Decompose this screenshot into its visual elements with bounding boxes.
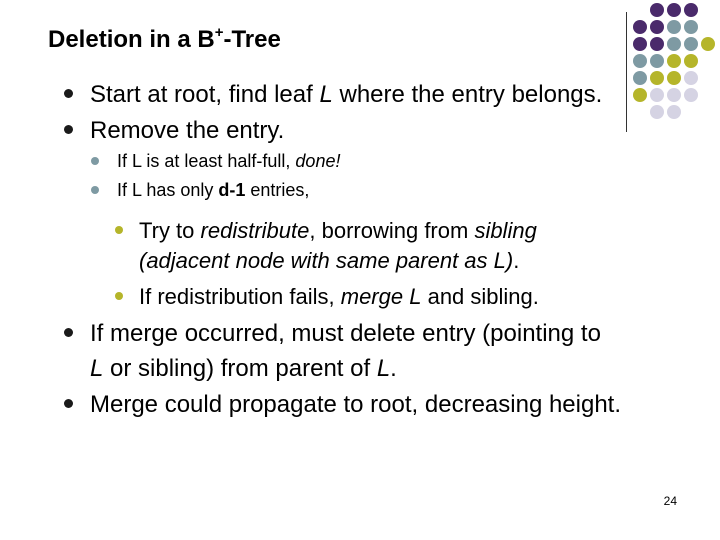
- bullet-merge-occurred: If merge occurred, must delete entry (pointing to: [90, 320, 601, 348]
- decorative-dot: [650, 71, 664, 85]
- decorative-dot: [650, 105, 664, 119]
- decorative-dot: [650, 88, 664, 102]
- decorative-dot: [667, 37, 681, 51]
- bullet-dot: [64, 399, 73, 408]
- decorative-dot: [633, 37, 647, 51]
- bullet-dot: [64, 328, 73, 337]
- decorative-dot: [684, 20, 698, 34]
- decorative-dot: [684, 54, 698, 68]
- subsubbullet-merge: If redistribution fails, merge L and sibling.: [139, 284, 539, 310]
- subsubbullet-redistribute-cont: (adjacent node with same parent as L).: [139, 248, 520, 273]
- decorative-dot: [633, 88, 647, 102]
- decorative-dot: [667, 105, 681, 119]
- decorative-dot: [633, 20, 647, 34]
- decorative-dot: [684, 88, 698, 102]
- bullet-dot: [115, 226, 123, 234]
- decorative-dot: [667, 88, 681, 102]
- bullet-dot: [64, 125, 73, 134]
- bullet-dot: [91, 157, 99, 165]
- subbullet-d-minus-1: If L has only d-1 entries,: [117, 180, 309, 201]
- decorative-dot: [650, 20, 664, 34]
- decorative-divider: [626, 12, 627, 132]
- decorative-dot: [667, 71, 681, 85]
- decorative-dot: [650, 54, 664, 68]
- decorative-dot: [650, 37, 664, 51]
- bullet-dot: [91, 186, 99, 194]
- subsubbullet-redistribute: Try to redistribute, borrowing from sibling: [139, 218, 537, 244]
- decorative-dot: [667, 20, 681, 34]
- decorative-dot: [667, 3, 681, 17]
- bullet-dot: [64, 89, 73, 98]
- slide-title: Deletion in a B+-Tree: [48, 24, 281, 53]
- bullet-start-at-root: Start at root, find leaf L where the entry belongs.: [90, 81, 602, 109]
- decorative-dot: [684, 3, 698, 17]
- subbullet-half-full: If L is at least half-full, done!: [117, 151, 340, 172]
- bullet-dot: [115, 292, 123, 300]
- decorative-dot: [667, 54, 681, 68]
- bullet-remove-entry: Remove the entry.: [90, 117, 284, 145]
- decorative-dot: [633, 71, 647, 85]
- decorative-dot: [701, 37, 715, 51]
- decorative-dot: [684, 37, 698, 51]
- bullet-propagate: Merge could propagate to root, decreasing height.: [90, 391, 621, 419]
- page-number: 24: [663, 494, 677, 508]
- bullet-merge-occurred-cont: L or sibling) from parent of L.: [90, 355, 397, 382]
- decorative-dot: [684, 71, 698, 85]
- decorative-dot: [633, 54, 647, 68]
- decorative-dot: [650, 3, 664, 17]
